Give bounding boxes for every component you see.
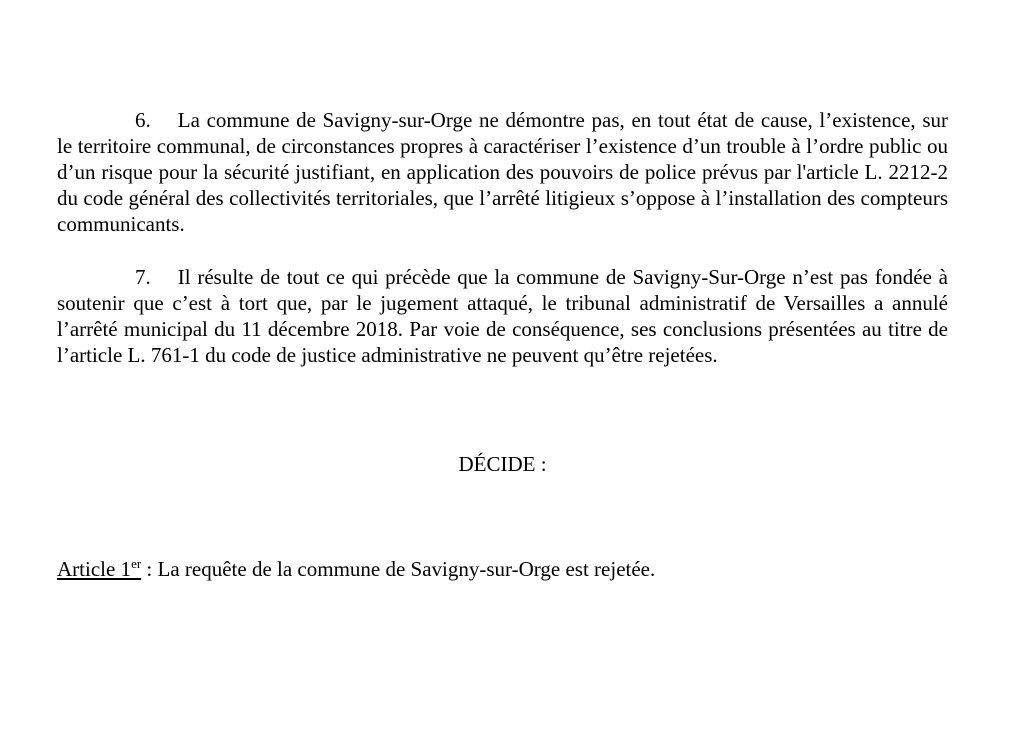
paragraph-7-text: Il résulte de tout ce qui précède que la commune de Savigny-Sur-Orge n’est pas fondée à soutenir que c’est à tort que, par le jugement attaqué, le tribunal administratif de Versailles a annulé l’arrêté municipal du 11 décembre 2018. Par voie de conséquence, ses conclusions présentées au titre de l’article L. 761-1 du code de justice administrative ne peuvent qu’être rejetées. bbox=[57, 265, 948, 367]
article-1-label-text: Article 1 bbox=[57, 557, 132, 581]
paragraph-7-number: 7. bbox=[135, 265, 151, 289]
article-1-text: La requête de la commune de Savigny-sur-Orge est rejetée. bbox=[157, 557, 656, 581]
paragraph-6 bbox=[57, 107, 948, 237]
article-1-label bbox=[57, 557, 141, 581]
article-1-line bbox=[57, 556, 948, 582]
paragraph-6-text: La commune de Savigny-sur-Orge ne démontre pas, en tout état de cause, l’existence, sur le territoire communal, de circonstances propres à caractériser l’existence d’un trouble à l’ordre public ou d’un risque pour la sécurité justifiant, en application des pouvoirs de police prévus par l'article L. 2212-2 du code général des collectivités territoriales, que l’arrêté litigieux s’oppose à l’installation des compteurs communicants. bbox=[57, 108, 948, 236]
paragraph-7 bbox=[57, 264, 948, 368]
article-1-separator: : bbox=[141, 557, 158, 581]
paragraph-6-number: 6. bbox=[135, 108, 151, 132]
article-1-superscript: er bbox=[131, 556, 142, 571]
decision-heading: DÉCIDE : bbox=[458, 452, 547, 476]
